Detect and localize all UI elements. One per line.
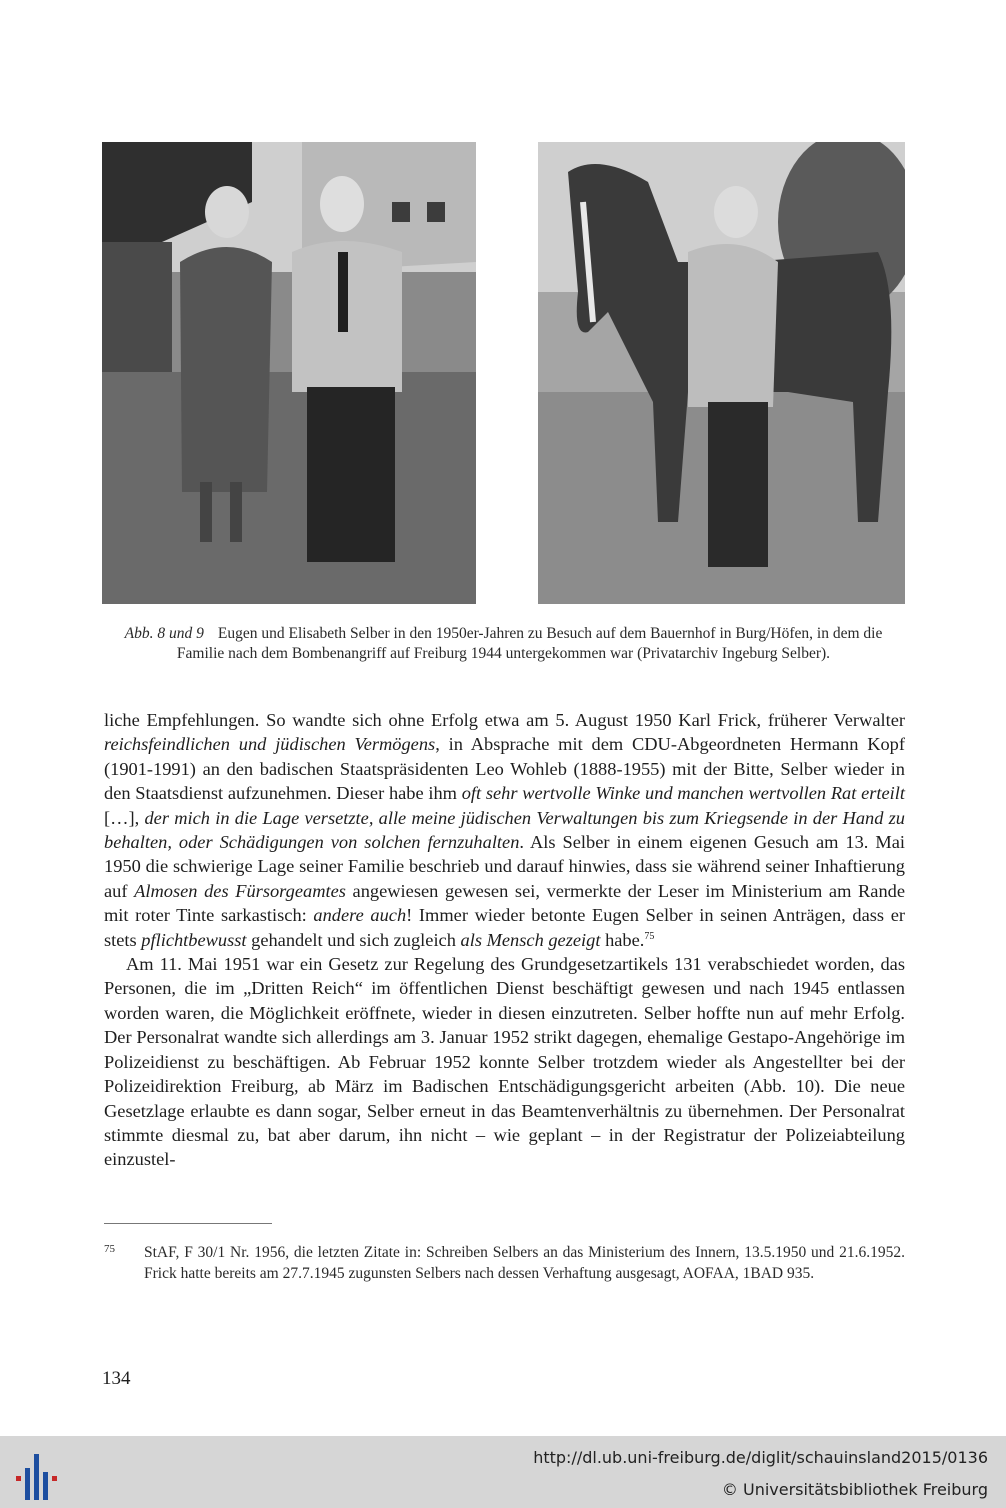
- p1-text-1: liche Empfehlungen. So wandte sich ohne Erfolg etwa am 5. August 1950 Karl Frick, früherer Verwalter: [104, 710, 905, 730]
- paragraph-1: [104, 708, 905, 952]
- footer-bar: [0, 1436, 1006, 1508]
- p1-text-4: . Als Selber in einem eigenen Gesuch am 13. Mai 1950 die schwierige Lage seiner Familie beschrieb und darauf hinwies, dass sie während seiner Inhaftierung auf: [104, 832, 905, 901]
- photo-horse-illustration: [538, 142, 905, 604]
- p1-quote-2: oft sehr wertvolle Winke und manchen wertvollen Rat erteilt: [461, 783, 905, 804]
- footnote-text: StAF, F 30/1 Nr. 1956, die letzten Zitate in: Schreiben Selbers an das Ministerium des Innern, 13.5.1950 und 21.6.1952. Frick hatte bereits am 27.7.1945 zugunsten Selbers nach dessen Verhaftung ausgesagt, AOFAA, 1BAD 935.: [144, 1244, 905, 1282]
- figure-caption: [102, 624, 905, 664]
- library-logo-icon: [12, 1446, 64, 1500]
- figure-caption-text: Eugen und Elisabeth Selber in den 1950er-Jahren zu Besuch auf dem Bauernhof in Burg/Höfen, in dem die Familie nach dem Bombenangriff auf Freiburg 1944 untergekommen war (Privatarchiv Ingeburg Selber).: [176, 625, 883, 662]
- p1-text-3: […],: [104, 807, 145, 828]
- p1-quote-1: reichsfeindlichen und jüdischen Vermögens: [104, 734, 436, 755]
- page-number: 134: [102, 1368, 131, 1389]
- footnote-divider: [104, 1223, 272, 1224]
- p1-quote-3: der mich in die Lage versetzte, alle meine jüdischen Verwaltungen bis zum Kriegsende in der Hand zu behalten, oder Schädigungen von solchen fernzuhalten: [104, 807, 905, 853]
- footer-copyright: © Universitätsbibliothek Freiburg: [721, 1480, 988, 1499]
- photo-couple-at-farm: [102, 142, 476, 604]
- p1-text-6: ! Immer wieder betonte Eugen Selber in seinen Anträgen, dass er stets: [104, 905, 906, 950]
- p1-quote-5: andere auch: [313, 905, 407, 926]
- figure-label: Abb. 8 und 9: [124, 625, 204, 642]
- footnote-reference: 75: [644, 930, 655, 942]
- paragraph-2: Am 11. Mai 1951 war ein Gesetz zur Regelung des Grundgesetzartikels 131 verabschiedet worden, das Personen, die im „Dritten Reich“ im öffentlichen Dienst beschäftigt gewesen und nach 1945 entlassen worden waren, die Möglichkeit eröffnete, wieder in diesen einzutreten. Selber hoffte nun auf mehr Erfolg. Der Personalrat wandte sich allerdings am 3. Januar 1952 strikt dagegen, ehemalige Gestapo-Angehörige im Polizeidienst zu beschäftigen. Ab Februar 1952 konnte Selber trotzdem wieder als Angestellter bei der Polizeidirektion Freiburg, ab März im Badischen Entschädigungsgericht arbeiten (Abb. 10). Die neue Gesetzlage erlaubte es dann sogar, Selber erneut in das Beamtenverhältnis zu übernehmen. Der Personalrat stimmte diesmal zu, bat aber darum, ihn nicht – wie geplant – in der Registratur der Polizeiabteilung einzustel-: [104, 954, 905, 1170]
- footer-url-link[interactable]: http://dl.ub.uni-freiburg.de/diglit/schauinsland2015/0136: [533, 1448, 988, 1467]
- p1-text-8: habe.: [600, 929, 645, 950]
- photo-couple-illustration: [102, 142, 476, 604]
- p1-quote-4: Almosen des Fürsorgeamtes: [134, 880, 346, 901]
- p1-quote-7: als Mensch gezeigt: [460, 929, 601, 950]
- p1-text-2: , in Absprache mit dem CDU-Abgeordneten Hermann Kopf (1901-1991) an den badischen Staatspräsidenten Leo Wohleb (1888-1955) mit der Bitte, Selber wieder in den Staatsdienst aufzunehmen. Dieser habe ihm: [104, 734, 905, 804]
- footnote-number: 75: [104, 1243, 115, 1255]
- p1-text-7: gehandelt und sich zugleich: [246, 929, 461, 950]
- p1-text-5: angewiesen gewesen sei, vermerkte der Leser im Ministerium am Rande mit roter Tinte sarkastisch:: [104, 880, 905, 926]
- footnote: [104, 1243, 905, 1284]
- body-text: [104, 708, 905, 1172]
- photo-man-with-horse: [538, 142, 905, 604]
- p1-quote-6: pflichtbewusst: [141, 929, 247, 950]
